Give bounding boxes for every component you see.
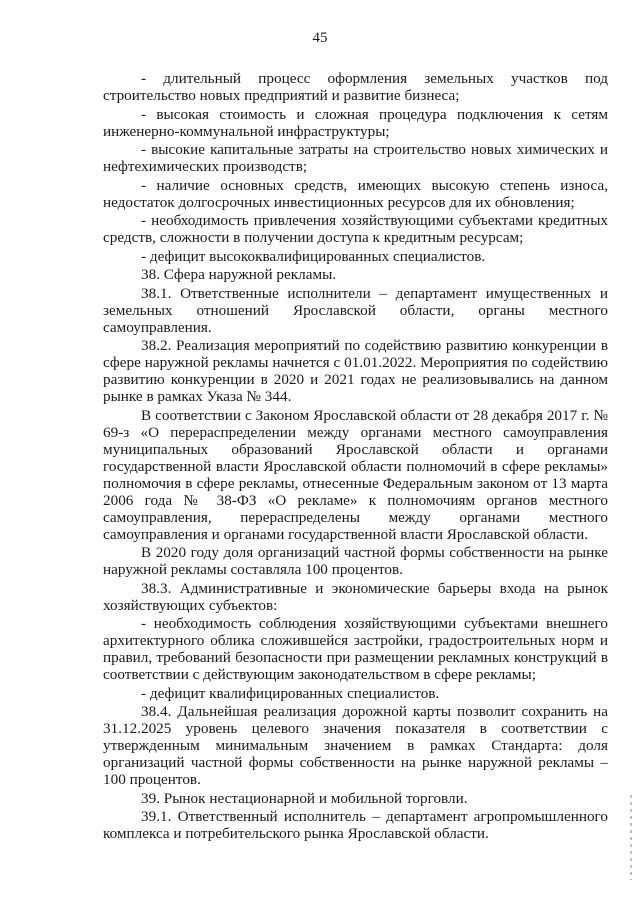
paragraph-law-reference: В соответствии с Законом Ярославской области от 28 декабря 2017 г. № 69-з «О перераспределении между органами местного самоуправления муниципальных образований Ярославской области и органами государственной власти Ярославской области полномочий в сфере рекламы» полномочия в сфере рекламы, отнесенные Федеральным законом от 13 марта 2006 года № 38-ФЗ «О рекламе» к полномочиям органов местного самоуправления, перераспределены между органами местного самоуправления и органами государственной власти Ярославской области. — [103, 406, 608, 543]
paragraph-barrier-land-plots: - длительный процесс оформления земельных участков под строительство новых предприятий и развитие бизнеса; — [103, 70, 608, 104]
scan-margin-mark — [630, 795, 632, 880]
paragraph-38-2: 38.2. Реализация мероприятий по содействию развитию конкуренции в сфере наружной рекламы начнется с 01.01.2022. Мероприятия по содействию развитию конкуренции в 2020 и 2021 годах не реализовывались на данном рынке в рамках Указа № 344. — [103, 337, 608, 405]
paragraph-barrier-capital-costs: - высокие капитальные затраты на строительство новых химических и нефтехимических производств; — [103, 141, 608, 175]
paragraph-38-4: 38.4. Дальнейшая реализация дорожной карты позволит сохранить на 31.12.2025 уровень целевого значения показателя в соответствии с утвержденным минимальным значением в рамках Стандарта: доля организаций частной формы собственности на рынке наружной рекламы – 100 процентов. — [103, 703, 608, 788]
page-number: 45 — [312, 30, 328, 46]
section-heading-38: 38. Сфера наружной рекламы. — [141, 266, 337, 283]
paragraph-38-1: 38.1. Ответственные исполнители – департамент имущественных и земельных отношений Ярославской области, органы местного самоуправления. — [103, 284, 608, 336]
paragraph-38-3: 38.3. Административные и экономические барьеры входа на рынок хозяйствующих субъектов: — [103, 579, 608, 614]
document-body — [103, 70, 608, 844]
paragraph-barrier-qualified-specialists: - дефицит квалифицированных специалистов. — [141, 684, 440, 702]
paragraph-barrier-architecture: - необходимость соблюдения хозяйствующими субъектами внешнего архитектурного облика сложившейся застройки, градостроительных норм и правил, требований безопасности при размещении рекламных конструкций в соответствии с действующим законодательством в сфере рекламы; — [103, 615, 608, 683]
section-heading-39: 39. Рынок нестационарной и мобильной торговли. — [141, 789, 468, 807]
paragraph-barrier-connection-cost: - высокая стоимость и сложная процедура подключения к сетям инженерно-коммунальной инфраструктуры; — [103, 105, 608, 140]
paragraph-barrier-fixed-assets: - наличие основных средств, имеющих высокую степень износа, недостаток долгосрочных инвестиционных ресурсов для их обновления; — [103, 176, 608, 211]
paragraph-barrier-specialists: - дефицит высококвалифицированных специалистов. — [141, 247, 486, 265]
paragraph-barrier-credit: - необходимость привлечения хозяйствующими субъектами кредитных средств, сложности в получении доступа к кредитным ресурсам; — [103, 212, 608, 246]
paragraph-2020-share: В 2020 году доля организаций частной формы собственности на рынке наружной рекламы составляла 100 процентов. — [103, 544, 608, 578]
paragraph-39-1: 39.1. Ответственный исполнитель – департамент агропромышленного комплекса и потребительского рынка Ярославской области. — [103, 808, 608, 842]
